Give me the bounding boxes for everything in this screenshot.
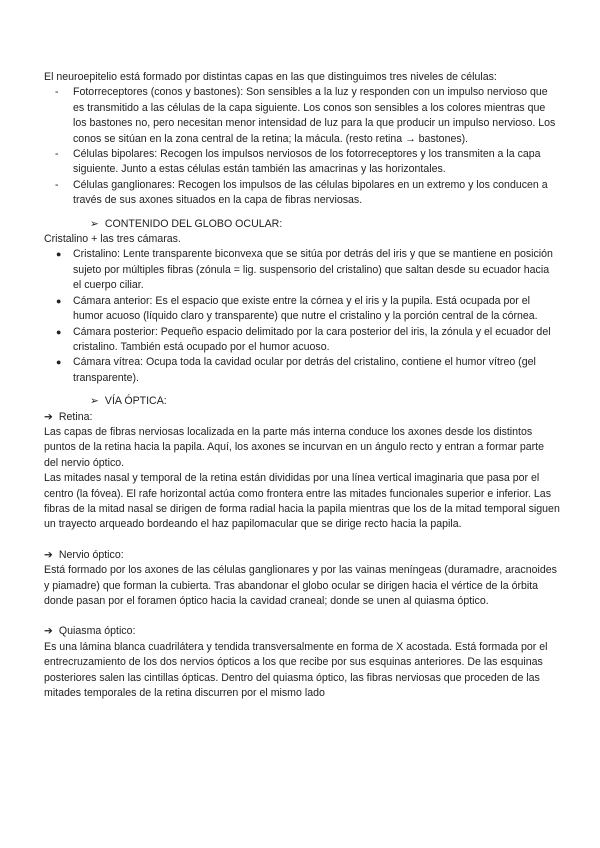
retina-paragraph-1: Las capas de fibras nerviosas localizada en la parte más interna conduce los axones desde los distintos puntos de la retina hacia la papila. Aquí, los axones se incurvan en un ángulo recto y entran a formar parte del nervio óptico. — [44, 425, 544, 469]
bullet-icon: ● — [56, 357, 62, 368]
list-item-text: Cámara posterior: Pequeño espacio delimitado por la cara posterior del iris, la zónula y el ecuador del cristalino. También está ocupado por el humor acuoso. — [73, 325, 551, 353]
subheading-title: Nervio óptico: — [58, 548, 124, 561]
bullet-icon: ● — [56, 326, 62, 337]
arrow-right-icon: ➔ — [44, 548, 53, 561]
arrowhead-icon: ➢ — [90, 217, 99, 230]
list-item — [44, 147, 560, 178]
list-item — [44, 85, 560, 147]
cell-levels-list — [44, 85, 560, 208]
subheading-nervio-optico — [44, 548, 560, 563]
list-item-text: Células bipolares: Recogen los impulsos nerviosos de los fotorreceptores y los transmiten a la capa siguiente. Junto a estas células están también las amacrinas y las horizontales. — [73, 148, 541, 176]
list-item — [44, 178, 560, 209]
list-item-text: Cámara anterior: Es el espacio que existe entre la córnea y el iris y la pupila. Está ocupada por el humor acuoso (líquido claro y transparente) que nutre el cristalino y la porción central de la córnea. — [73, 294, 538, 323]
retina-paragraph-2: Las mitades nasal y temporal de la retina están divididas por una línea vertical imaginaria que pasa por el centro (la fóvea). El rafe horizontal actúa como frontera entre las mitades funcionales superior e inferior. Las fibras de la mitad nasal se dirigen de forma radial hacia la papila mientras que los de la mitad temporal siguen un trayecto arqueado bordeando el haz papilomacular que se dirige recto hacia la papila. — [44, 472, 560, 531]
section-intro: Cristalino + las tres cámaras. — [44, 233, 181, 246]
section-title: CONTENIDO DEL GLOBO OCULAR: — [104, 217, 283, 230]
nervio-paragraph: Está formado por los axones de las células ganglionares y por las vainas meníngeas (duramadre, aracnoides y piamadre) que forman la cubierta. Tras abandonar el globo ocular se dirigen hacia el vértice de la órbita donde pasan por el foramen óptico hacia la cavidad craneal; donde se unen al quiasma óptico. — [44, 564, 557, 607]
quiasma-paragraph: Es una lámina blanca cuadrilátera y tendida transversalmente en forma de X acostada. Está formada por el entrecruzamiento de los dos nervios ópticos a los que recibe por sus esquinas anteriores. De las esquinas posteriores salen las cintillas ópticas. Dentro del quiasma óptico, las fibras nerviosas que proceden de las mitades temporales de la retina discurren por el mismo lado — [44, 640, 548, 700]
subheading-title: Retina: — [58, 410, 93, 423]
spacer — [44, 609, 560, 624]
arrowhead-icon: ➢ — [90, 395, 99, 408]
list-item-text: Células ganglionares: Recogen los impulsos de las células bipolares en un extremo y los conducen a través de sus axones situados en la capa de fibras nerviosas. — [73, 178, 548, 207]
arrow-right-icon: ➔ — [44, 625, 53, 638]
dash-marker: - — [55, 86, 59, 99]
arrow-right-icon: ➔ — [44, 410, 53, 423]
list-item — [44, 247, 560, 293]
subheading-quiasma-optico — [44, 624, 560, 639]
list-item-text: Cámara vítrea: Ocupa toda la cavidad ocular por detrás del cristalino, contiene el humor vítreo (gel transparente). — [73, 356, 536, 384]
dash-marker: - — [55, 178, 59, 191]
list-item-text: Cristalino: Lente transparente biconvexa que se sitúa por detrás del iris y que se mantiene en posición sujeto por múltiples fibras (zónula = lig. suspensorio del cristalino) que saltan desde su ecuador hacia el cuerpo ciliar. — [73, 248, 553, 292]
list-item — [44, 294, 560, 325]
section-heading-via-optica — [44, 394, 560, 409]
spacer — [44, 533, 560, 548]
subheading-retina — [44, 410, 560, 425]
dash-marker: - — [55, 148, 59, 161]
subheading-title: Quiasma óptico: — [58, 625, 136, 638]
list-item — [44, 355, 560, 386]
bullet-icon: ● — [56, 249, 62, 260]
section-heading-contenido — [44, 217, 560, 232]
contenido-list — [44, 247, 560, 386]
list-item-text: Fotorreceptores (conos y bastones): Son sensibles a la luz y responden con un impulso nervioso que es transmitido a las células de la capa siguiente. Los conos son sensibles a los colores mientras que los bastones no, pero necesitan menor intensidad de luz para la que producir un impulso nervioso. Los conos se sitúan en la zona central de la retina; la mácula. (resto retina → bastones). — [73, 86, 556, 145]
section-title: VÍA ÓPTICA: — [104, 395, 167, 408]
list-item — [44, 325, 560, 356]
document-page — [44, 70, 560, 701]
bullet-icon: ● — [56, 295, 62, 306]
intro-paragraph: El neuroepitelio está formado por distintas capas en las que distinguimos tres niveles de células: — [44, 71, 497, 83]
